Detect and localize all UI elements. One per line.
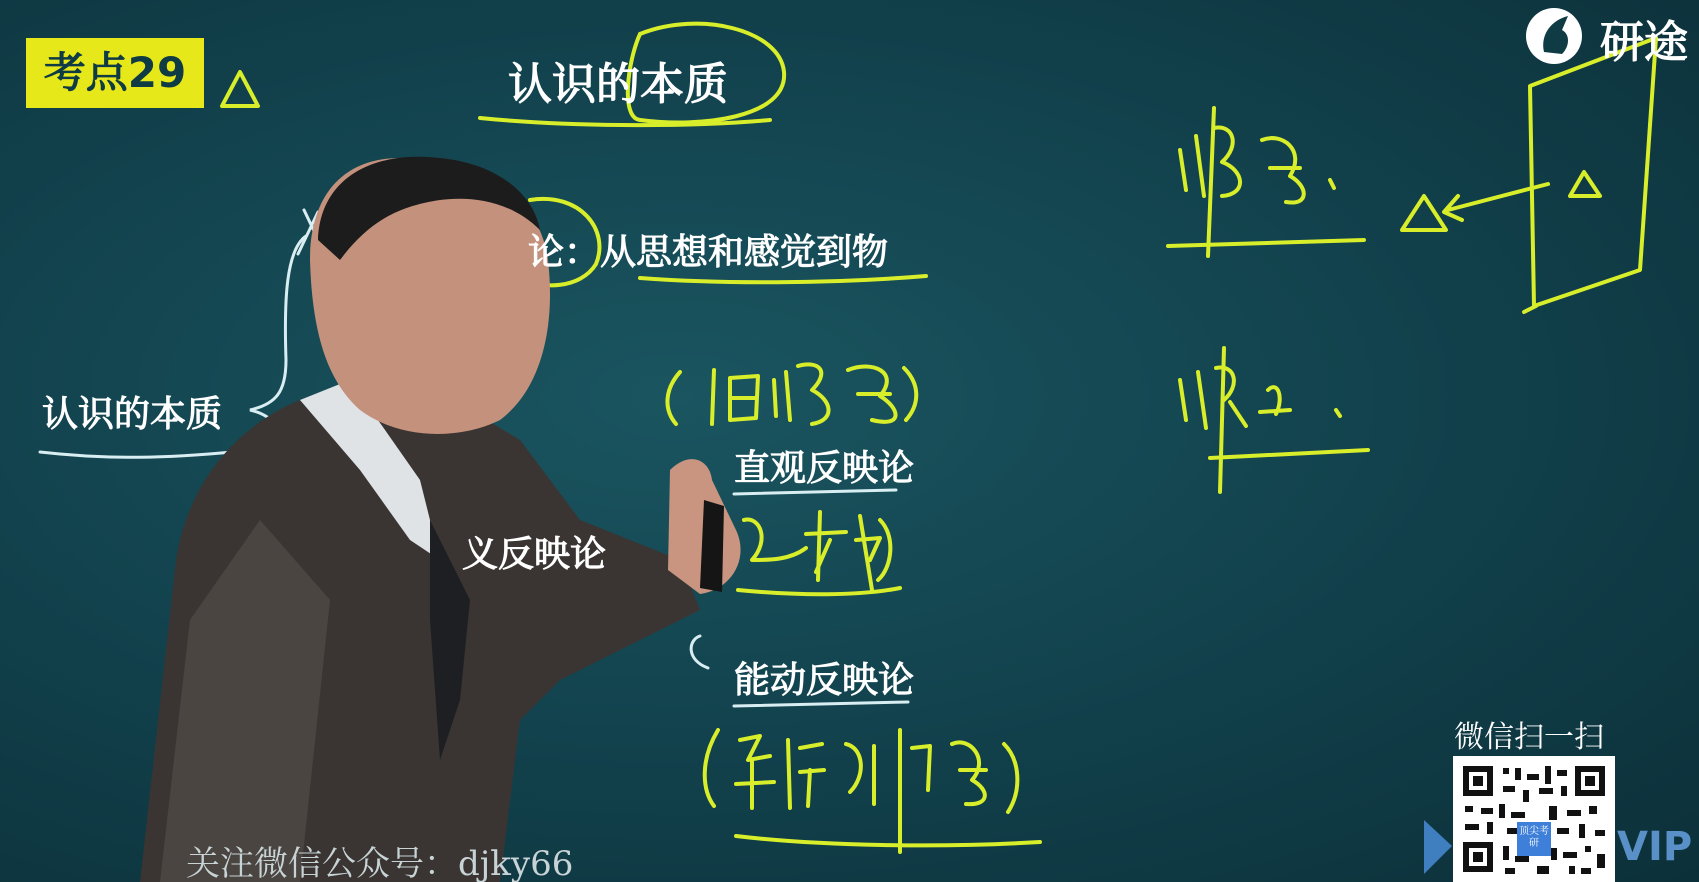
object-triangle: [1402, 196, 1446, 230]
unicorn-logo-icon: [1522, 4, 1590, 68]
qr-code[interactable]: [1453, 756, 1615, 882]
active-reflection-label: 能动反映论: [734, 660, 915, 701]
triangle-mark: [222, 72, 258, 106]
brand-logo-text: 研途: [1600, 17, 1688, 68]
idea-underline: [640, 276, 926, 282]
vip-text: VIP: [1617, 824, 1693, 870]
idea-theory-label: 论：从思想和感觉到物: [528, 232, 889, 273]
qr-pattern-icon: [1453, 756, 1615, 882]
qr-label: 微信扫一扫: [1454, 720, 1604, 755]
left-label: 认识的本质: [42, 394, 223, 435]
reflection-theory-label: 义反映论: [462, 534, 607, 575]
mirror-frame: [1530, 38, 1656, 306]
qr-center-badge: 顶尖考研: [1517, 822, 1551, 856]
direct-reflection-label: 直观反映论: [734, 448, 915, 489]
topic-badge: 考点29: [26, 38, 204, 108]
play-arrow-icon: [1418, 812, 1458, 882]
board-title: 认识的本质: [508, 59, 728, 110]
image-triangle: [1570, 172, 1600, 196]
watermark-text: 关注微信公众号：djky66: [186, 844, 574, 882]
